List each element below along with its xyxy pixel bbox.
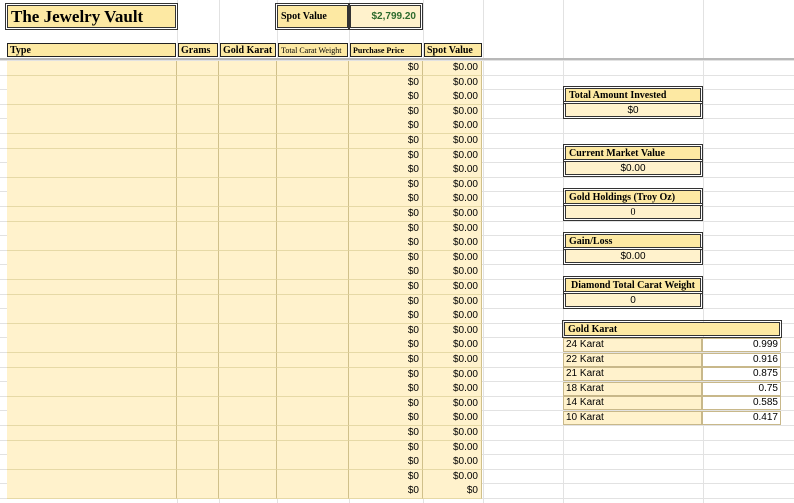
gold-karat-cell[interactable] — [219, 207, 277, 222]
gold-holdings-label-cell[interactable] — [565, 190, 701, 204]
spot-value-row-cell[interactable]: $0.00 — [423, 222, 482, 237]
header-grams-label: Grams — [181, 44, 211, 56]
type-cell[interactable] — [7, 76, 177, 91]
header-purchase-price-label: Purchase Price — [353, 45, 405, 55]
type-cell[interactable] — [7, 338, 177, 353]
gold-karat-cell[interactable] — [219, 324, 277, 339]
spot-value-row-cell[interactable]: $0.00 — [423, 134, 482, 149]
karat-label-cell[interactable]: 14 Karat — [563, 396, 702, 410]
spot-value-row-cell[interactable]: $0.00 — [423, 397, 482, 412]
type-cell[interactable] — [7, 265, 177, 280]
purchase-price-cell[interactable]: $0 — [349, 76, 423, 91]
total-carat-weight-cell[interactable] — [277, 397, 349, 412]
gold-karat-cell[interactable] — [219, 76, 277, 91]
spot-value-row-cell[interactable]: $0.00 — [423, 105, 482, 120]
spot-value-row-cell[interactable]: $0.00 — [423, 382, 482, 397]
gold-karat-cell[interactable] — [219, 251, 277, 266]
purchase-price-cell[interactable]: $0 — [349, 324, 423, 339]
total-carat-weight-cell[interactable] — [277, 222, 349, 237]
purchase-price-cell[interactable]: $0 — [349, 222, 423, 237]
header-spot-value[interactable] — [424, 43, 482, 57]
total-carat-weight-cell[interactable] — [277, 90, 349, 105]
spot-value-row-cell[interactable]: $0.00 — [423, 470, 482, 485]
purchase-price-cell[interactable]: $0 — [349, 207, 423, 222]
market-value-value: $0.00 — [620, 162, 646, 174]
gain-loss-value: $0.00 — [620, 250, 646, 262]
grams-cell[interactable] — [177, 90, 219, 105]
grams-cell[interactable] — [177, 368, 219, 383]
grams-cell[interactable] — [177, 295, 219, 310]
karat-purity-cell[interactable]: 0.585 — [702, 396, 781, 410]
type-cell[interactable] — [7, 455, 177, 470]
total-carat-weight-cell[interactable] — [277, 280, 349, 295]
grams-cell[interactable] — [177, 484, 219, 499]
spot-value-row-cell[interactable]: $0.00 — [423, 207, 482, 222]
spot-value-row-cell[interactable]: $0.00 — [423, 324, 482, 339]
header-total-carat-weight-label: Total Carat Weight — [281, 45, 342, 55]
diamond-weight-label: Diamond Total Carat Weight — [571, 279, 695, 291]
spot-value-row-cell[interactable]: $0.00 — [423, 119, 482, 134]
total-carat-weight-cell[interactable] — [277, 470, 349, 485]
purchase-price-cell[interactable]: $0 — [349, 397, 423, 412]
gold-holdings-value-cell[interactable] — [565, 205, 701, 219]
type-cell[interactable] — [7, 484, 177, 499]
grams-cell[interactable] — [177, 61, 219, 76]
karat-purity-cell[interactable]: 0.916 — [702, 353, 781, 367]
gold-karat-cell[interactable] — [219, 236, 277, 251]
total-carat-weight-cell[interactable] — [277, 309, 349, 324]
type-cell[interactable] — [7, 178, 177, 193]
header-spot-value-label: Spot Value — [427, 44, 473, 56]
gold-karat-cell[interactable] — [219, 105, 277, 120]
grams-cell[interactable] — [177, 382, 219, 397]
spot-value-row-cell[interactable]: $0.00 — [423, 149, 482, 164]
spot-value-row-cell[interactable]: $0.00 — [423, 76, 482, 91]
total-carat-weight-cell[interactable] — [277, 484, 349, 499]
grams-cell[interactable] — [177, 76, 219, 91]
spot-value-row-cell[interactable]: $0.00 — [423, 163, 482, 178]
total-carat-weight-cell[interactable] — [277, 368, 349, 383]
total-carat-weight-cell[interactable] — [277, 149, 349, 164]
type-cell[interactable] — [7, 61, 177, 76]
total-carat-weight-cell[interactable] — [277, 411, 349, 426]
gold-karat-cell[interactable] — [219, 119, 277, 134]
total-carat-weight-cell[interactable] — [277, 353, 349, 368]
purchase-price-cell[interactable]: $0 — [349, 149, 423, 164]
karat-purity-cell[interactable]: 0.999 — [702, 338, 781, 352]
gold-karat-cell[interactable] — [219, 338, 277, 353]
total-carat-weight-cell[interactable] — [277, 455, 349, 470]
total-carat-weight-cell[interactable] — [277, 382, 349, 397]
gold-karat-cell[interactable] — [219, 61, 277, 76]
grams-cell[interactable] — [177, 134, 219, 149]
gold-karat-cell[interactable] — [219, 90, 277, 105]
total-invested-label-cell[interactable] — [565, 88, 701, 102]
purchase-price-cell[interactable]: $0 — [349, 119, 423, 134]
gold-karat-cell[interactable] — [219, 163, 277, 178]
spot-value-row-cell[interactable]: $0.00 — [423, 441, 482, 456]
karat-row — [563, 396, 781, 410]
gold-karat-cell[interactable] — [219, 470, 277, 485]
gold-karat-cell[interactable] — [219, 309, 277, 324]
purchase-price-cell[interactable]: $0 — [349, 426, 423, 441]
gain-loss-label-cell[interactable] — [565, 234, 701, 248]
type-cell[interactable] — [7, 280, 177, 295]
gain-loss-value-cell[interactable] — [565, 249, 701, 263]
gold-karat-cell[interactable] — [219, 134, 277, 149]
type-cell[interactable] — [7, 368, 177, 383]
spot-value-row-cell[interactable]: $0.00 — [423, 338, 482, 353]
grams-cell[interactable] — [177, 105, 219, 120]
karat-row — [563, 338, 781, 352]
gold-karat-cell[interactable] — [219, 178, 277, 193]
spot-value-row-cell[interactable]: $0.00 — [423, 251, 482, 266]
type-cell[interactable] — [7, 397, 177, 412]
type-cell[interactable] — [7, 105, 177, 120]
type-cell[interactable] — [7, 236, 177, 251]
type-cell[interactable] — [7, 222, 177, 237]
type-cell[interactable] — [7, 251, 177, 266]
total-invested-label: Total Amount Invested — [569, 89, 667, 101]
grams-cell[interactable] — [177, 455, 219, 470]
header-type[interactable] — [7, 43, 176, 57]
header-type-label: Type — [10, 44, 31, 56]
type-cell[interactable] — [7, 470, 177, 485]
karat-label-cell[interactable]: 10 Karat — [563, 411, 702, 425]
purchase-price-cell[interactable]: $0 — [349, 441, 423, 456]
total-invested-value: $0 — [627, 104, 639, 116]
purchase-price-cell[interactable]: $0 — [349, 90, 423, 105]
type-cell[interactable] — [7, 441, 177, 456]
spot-value-row-cell[interactable]: $0.00 — [423, 426, 482, 441]
karat-table-header[interactable] — [564, 322, 780, 336]
gold-karat-cell[interactable] — [219, 441, 277, 456]
spot-value-row-cell[interactable]: $0.00 — [423, 368, 482, 383]
grams-cell[interactable] — [177, 207, 219, 222]
gold-karat-cell[interactable] — [219, 397, 277, 412]
karat-label-cell[interactable]: 21 Karat — [563, 367, 702, 381]
type-cell[interactable] — [7, 207, 177, 222]
purchase-price-cell[interactable]: $0 — [349, 178, 423, 193]
grams-cell[interactable] — [177, 236, 219, 251]
purchase-price-cell[interactable]: $0 — [349, 163, 423, 178]
header-grams[interactable] — [178, 43, 218, 57]
purchase-price-cell[interactable]: $0 — [349, 265, 423, 280]
purchase-price-cell[interactable]: $0 — [349, 280, 423, 295]
grams-cell[interactable] — [177, 441, 219, 456]
purchase-price-cell[interactable]: $0 — [349, 353, 423, 368]
grams-cell[interactable] — [177, 119, 219, 134]
total-carat-weight-cell[interactable] — [277, 324, 349, 339]
spot-value: $2,799.20 — [371, 11, 416, 22]
total-carat-weight-cell[interactable] — [277, 236, 349, 251]
spot-value-row-cell[interactable]: $0 — [423, 484, 482, 499]
gold-karat-cell[interactable] — [219, 222, 277, 237]
karat-label-cell[interactable]: 22 Karat — [563, 353, 702, 367]
type-cell[interactable] — [7, 134, 177, 149]
gold-karat-cell[interactable] — [219, 411, 277, 426]
karat-row — [563, 353, 781, 367]
spot-value-row-cell[interactable]: $0.00 — [423, 353, 482, 368]
grams-cell[interactable] — [177, 192, 219, 207]
market-value-value-cell[interactable] — [565, 161, 701, 175]
type-cell[interactable] — [7, 163, 177, 178]
total-carat-weight-cell[interactable] — [277, 61, 349, 76]
purchase-price-cell[interactable]: $0 — [349, 105, 423, 120]
grams-cell[interactable] — [177, 324, 219, 339]
gold-karat-cell[interactable] — [219, 368, 277, 383]
purchase-price-cell[interactable]: $0 — [349, 470, 423, 485]
purchase-price-cell[interactable]: $0 — [349, 295, 423, 310]
purchase-price-cell[interactable]: $0 — [349, 251, 423, 266]
gold-karat-cell[interactable] — [219, 265, 277, 280]
header-gold-karat[interactable] — [220, 43, 276, 57]
gold-karat-cell[interactable] — [219, 295, 277, 310]
total-carat-weight-cell[interactable] — [277, 295, 349, 310]
karat-row — [563, 382, 781, 396]
purchase-price-cell[interactable]: $0 — [349, 338, 423, 353]
gold-karat-cell[interactable] — [219, 382, 277, 397]
spot-value-cell[interactable] — [350, 5, 421, 28]
diamond-weight-value: 0 — [630, 294, 636, 306]
purchase-price-cell[interactable]: $0 — [349, 61, 423, 76]
grams-cell[interactable] — [177, 149, 219, 164]
spot-value-row-cell[interactable]: $0.00 — [423, 411, 482, 426]
purchase-price-cell[interactable]: $0 — [349, 236, 423, 251]
type-cell[interactable] — [7, 149, 177, 164]
type-cell[interactable] — [7, 324, 177, 339]
spot-value-row-cell[interactable]: $0.00 — [423, 61, 482, 76]
spot-value-row-cell[interactable]: $0.00 — [423, 265, 482, 280]
type-cell[interactable] — [7, 382, 177, 397]
diamond-weight-label-cell[interactable] — [565, 278, 701, 292]
type-cell[interactable] — [7, 90, 177, 105]
total-carat-weight-cell[interactable] — [277, 251, 349, 266]
grams-cell[interactable] — [177, 397, 219, 412]
type-cell[interactable] — [7, 192, 177, 207]
spot-value-row-cell[interactable]: $0.00 — [423, 309, 482, 324]
gold-karat-cell[interactable] — [219, 455, 277, 470]
total-carat-weight-cell[interactable] — [277, 441, 349, 456]
spot-value-row-cell[interactable]: $0.00 — [423, 455, 482, 470]
total-carat-weight-cell[interactable] — [277, 76, 349, 91]
purchase-price-cell[interactable]: $0 — [349, 368, 423, 383]
grams-cell[interactable] — [177, 309, 219, 324]
total-carat-weight-cell[interactable] — [277, 163, 349, 178]
grams-cell[interactable] — [177, 163, 219, 178]
grams-cell[interactable] — [177, 265, 219, 280]
type-cell[interactable] — [7, 411, 177, 426]
karat-purity-cell[interactable]: 0.875 — [702, 367, 781, 381]
grams-cell[interactable] — [177, 280, 219, 295]
grams-cell[interactable] — [177, 222, 219, 237]
purchase-price-cell[interactable]: $0 — [349, 134, 423, 149]
spot-value-label-cell[interactable] — [277, 5, 348, 28]
karat-label-cell[interactable]: 24 Karat — [563, 338, 702, 352]
gold-holdings-value: 0 — [630, 206, 636, 218]
gold-holdings-label: Gold Holdings (Troy Oz) — [569, 191, 676, 203]
type-cell[interactable] — [7, 119, 177, 134]
type-cell[interactable] — [7, 309, 177, 324]
total-carat-weight-cell[interactable] — [277, 119, 349, 134]
type-cell[interactable] — [7, 426, 177, 441]
gain-loss-label: Gain/Loss — [569, 235, 613, 247]
karat-table-title: Gold Karat — [568, 323, 618, 335]
spot-value-row-cell[interactable]: $0.00 — [423, 90, 482, 105]
gold-karat-cell[interactable] — [219, 426, 277, 441]
total-carat-weight-cell[interactable] — [277, 134, 349, 149]
market-value-label: Current Market Value — [569, 147, 665, 159]
total-carat-weight-cell[interactable] — [277, 105, 349, 120]
grams-cell[interactable] — [177, 353, 219, 368]
total-invested-value-cell[interactable] — [565, 103, 701, 117]
total-carat-weight-cell[interactable] — [277, 426, 349, 441]
header-purchase-price[interactable] — [350, 43, 422, 57]
grams-cell[interactable] — [177, 411, 219, 426]
diamond-weight-value-cell[interactable] — [565, 293, 701, 307]
sheet-title: The Jewelry Vault — [11, 7, 144, 26]
karat-purity-cell[interactable]: 0.417 — [702, 411, 781, 425]
grams-cell[interactable] — [177, 178, 219, 193]
purchase-price-cell[interactable]: $0 — [349, 309, 423, 324]
karat-row — [563, 411, 781, 425]
spot-value-label: Spot Value — [281, 11, 327, 22]
type-cell[interactable] — [7, 295, 177, 310]
gold-karat-cell[interactable] — [219, 484, 277, 499]
purchase-price-cell[interactable]: $0 — [349, 455, 423, 470]
header-gold-karat-label: Gold Karat — [223, 44, 273, 56]
total-carat-weight-cell[interactable] — [277, 338, 349, 353]
grams-cell[interactable] — [177, 426, 219, 441]
karat-row — [563, 367, 781, 381]
market-value-label-cell[interactable] — [565, 146, 701, 160]
sheet-title-cell[interactable] — [7, 5, 176, 28]
gold-karat-cell[interactable] — [219, 192, 277, 207]
grams-cell[interactable] — [177, 470, 219, 485]
grams-cell[interactable] — [177, 251, 219, 266]
total-carat-weight-cell[interactable] — [277, 192, 349, 207]
grams-cell[interactable] — [177, 338, 219, 353]
purchase-price-cell[interactable]: $0 — [349, 192, 423, 207]
frozen-row-divider[interactable] — [0, 58, 794, 60]
purchase-price-cell[interactable]: $0 — [349, 382, 423, 397]
purchase-price-cell[interactable]: $0 — [349, 411, 423, 426]
karat-purity-cell[interactable]: 0.75 — [702, 382, 781, 396]
total-carat-weight-cell[interactable] — [277, 207, 349, 222]
gold-karat-cell[interactable] — [219, 149, 277, 164]
header-total-carat-weight[interactable] — [278, 43, 348, 57]
spot-value-row-cell[interactable]: $0.00 — [423, 295, 482, 310]
spot-value-row-cell[interactable]: $0.00 — [423, 178, 482, 193]
total-carat-weight-cell[interactable] — [277, 265, 349, 280]
purchase-price-cell[interactable]: $0 — [349, 484, 423, 499]
karat-label-cell[interactable]: 18 Karat — [563, 382, 702, 396]
total-carat-weight-cell[interactable] — [277, 178, 349, 193]
type-cell[interactable] — [7, 353, 177, 368]
gold-karat-cell[interactable] — [219, 280, 277, 295]
spot-value-row-cell[interactable]: $0.00 — [423, 236, 482, 251]
gold-karat-cell[interactable] — [219, 353, 277, 368]
spot-value-row-cell[interactable]: $0.00 — [423, 192, 482, 207]
spot-value-row-cell[interactable]: $0.00 — [423, 280, 482, 295]
